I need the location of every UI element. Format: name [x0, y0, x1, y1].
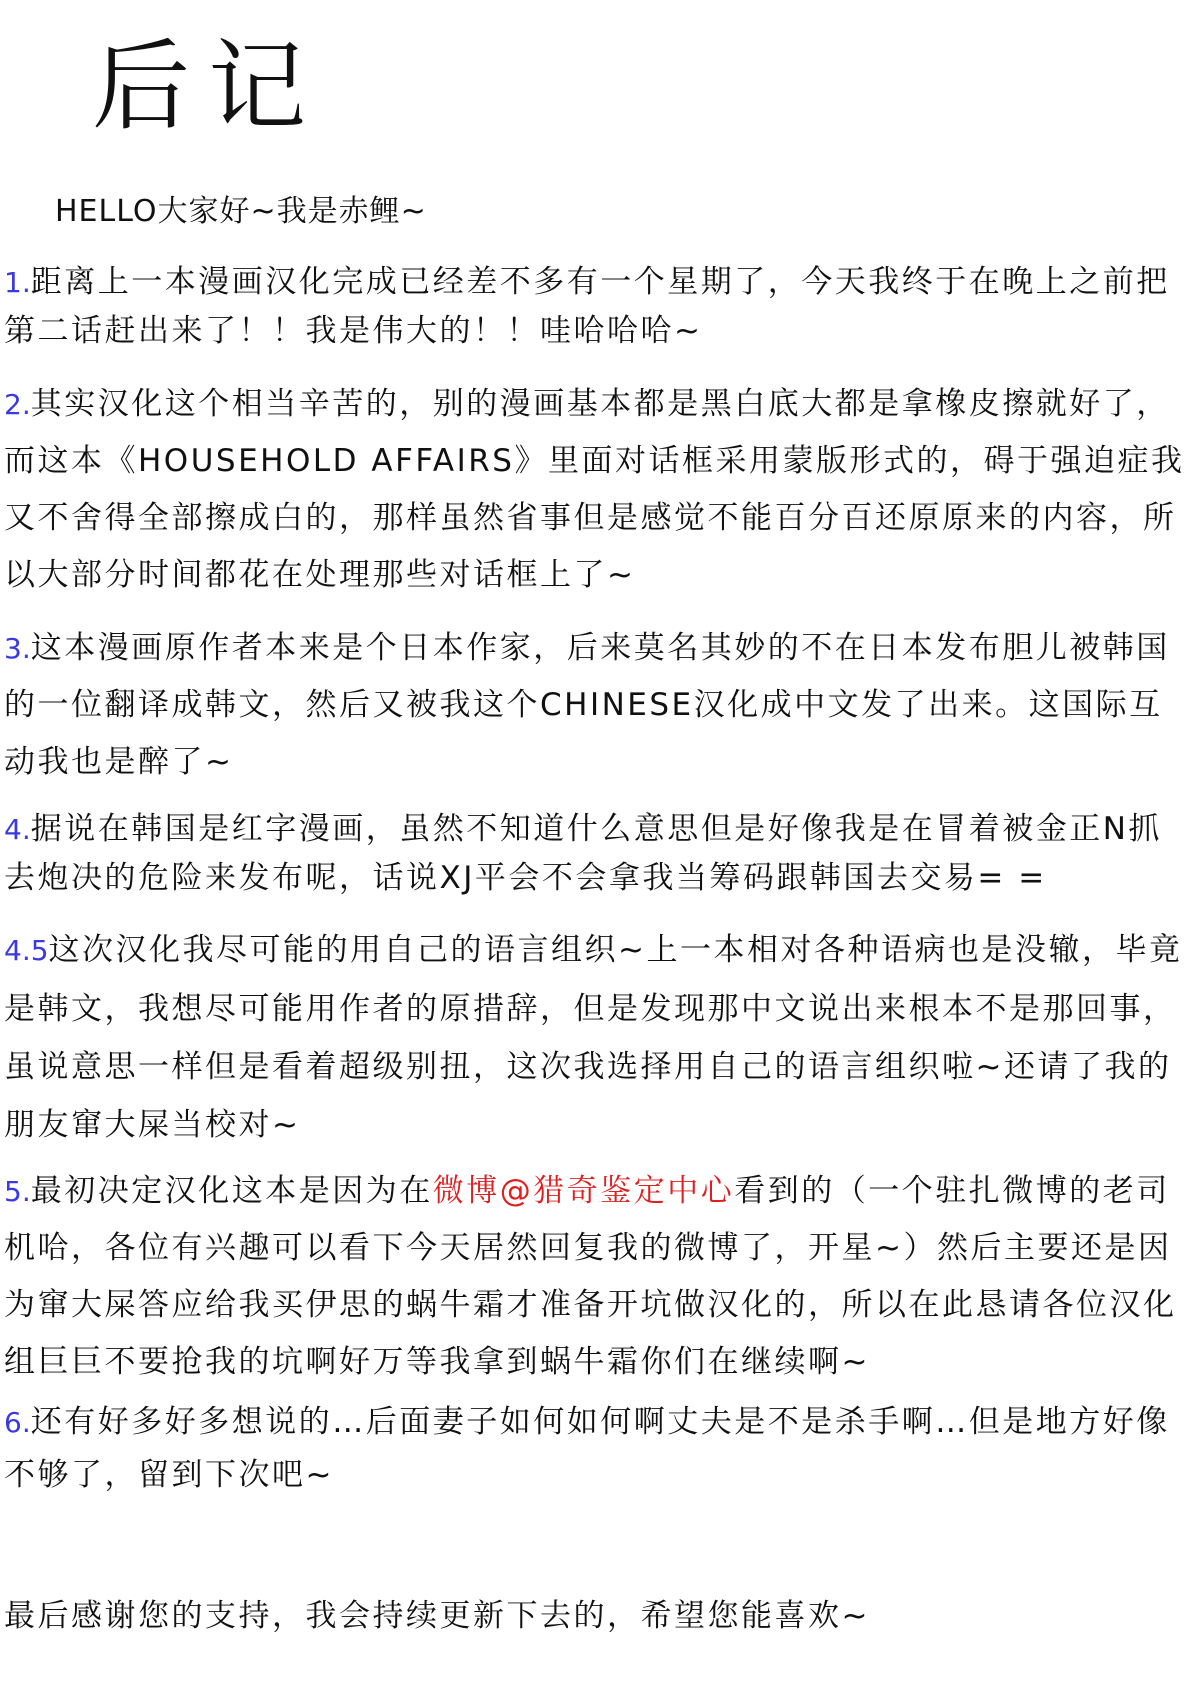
closing-line: 最后感谢您的支持，我会持续更新下去的，希望您能喜欢~	[4, 1598, 870, 1634]
greeting-line: HELLO大家好~我是赤鲤~	[55, 194, 427, 229]
paragraph-text: 最初决定汉化这本是因为在	[30, 1173, 433, 1209]
paragraph-6	[4, 1396, 1194, 1501]
paragraph-5	[4, 1163, 1194, 1391]
paragraph-4-5	[4, 921, 1194, 1154]
paragraph-4	[4, 805, 1194, 902]
paragraph-number: 2.	[4, 388, 31, 421]
weibo-account-highlight: 微博@猎奇鉴定中心	[432, 1173, 735, 1209]
paragraph-text: 据说在韩国是红字漫画，虽然不知道什么意思但是好像我是在冒着被金正N抓去炮决的危险来发布呢，话说XJ平会不会拿我当筹码跟韩国去交易= =	[4, 811, 1162, 896]
paragraph-text-continued: 看到的（一个驻扎微博的老司机哈，各位有兴趣可以看下今天居然回复我的微博了，开星~）然后主要还是因为窜大屎答应给我买伊思的蜗牛霜才准备开坑做汉化的，所以在此恳请各位汉化组巨巨不要抢我的坑啊好万等我拿到蜗牛霜你们在继续啊~	[4, 1173, 1177, 1380]
paragraph-text: 还有好多好多想说的…后面妻子如何如何啊丈夫是不是杀手啊…但是地方好像不够了，留到下次吧~	[4, 1404, 1170, 1493]
page-title: 后记	[92, 30, 325, 144]
paragraph-text: 距离上一本漫画汉化完成已经差不多有一个星期了，今天我终于在晚上之前把第二话赶出来了！！我是伟大的！！哇哈哈哈~	[4, 264, 1170, 349]
paragraph-number: 4.5	[4, 934, 49, 967]
paragraph-number: 4.	[4, 813, 31, 846]
paragraph-number: 5.	[4, 1175, 31, 1208]
paragraph-number: 6.	[4, 1406, 31, 1439]
paragraph-number: 3.	[4, 632, 31, 665]
paragraph-text: 这次汉化我尽可能的用自己的语言组织~上一本相对各种语病也是没辙，毕竟是韩文，我想尽可能用作者的原措辞，但是发现那中文说出来根本不是那回事，虽说意思一样但是看着超级别扭，这次我选择用自己的语言组织啦~还请了我的朋友窜大屎当校对~	[4, 932, 1183, 1143]
paragraph-text: 其实汉化这个相当辛苦的，别的漫画基本都是黑白底大都是拿橡皮擦就好了，而这本《HOUSEHOLD AFFAIRS》里面对话框采用蒙版形式的，碍于强迫症我又不舍得全部擦成白的，那样虽然省事但是感觉不能百分百还原原来的内容，所以大部分时间都花在处理那些对话框上了~	[4, 386, 1185, 593]
paragraph-1	[4, 258, 1194, 355]
paragraph-3	[4, 620, 1194, 791]
paragraph-number: 1.	[4, 266, 31, 299]
paragraph-2	[4, 376, 1194, 604]
paragraph-text: 这本漫画原作者本来是个日本作家，后来莫名其妙的不在日本发布胆儿被韩国的一位翻译成韩文，然后又被我这个CHINESE汉化成中文发了出来。这国际互动我也是醉了~	[4, 630, 1170, 780]
